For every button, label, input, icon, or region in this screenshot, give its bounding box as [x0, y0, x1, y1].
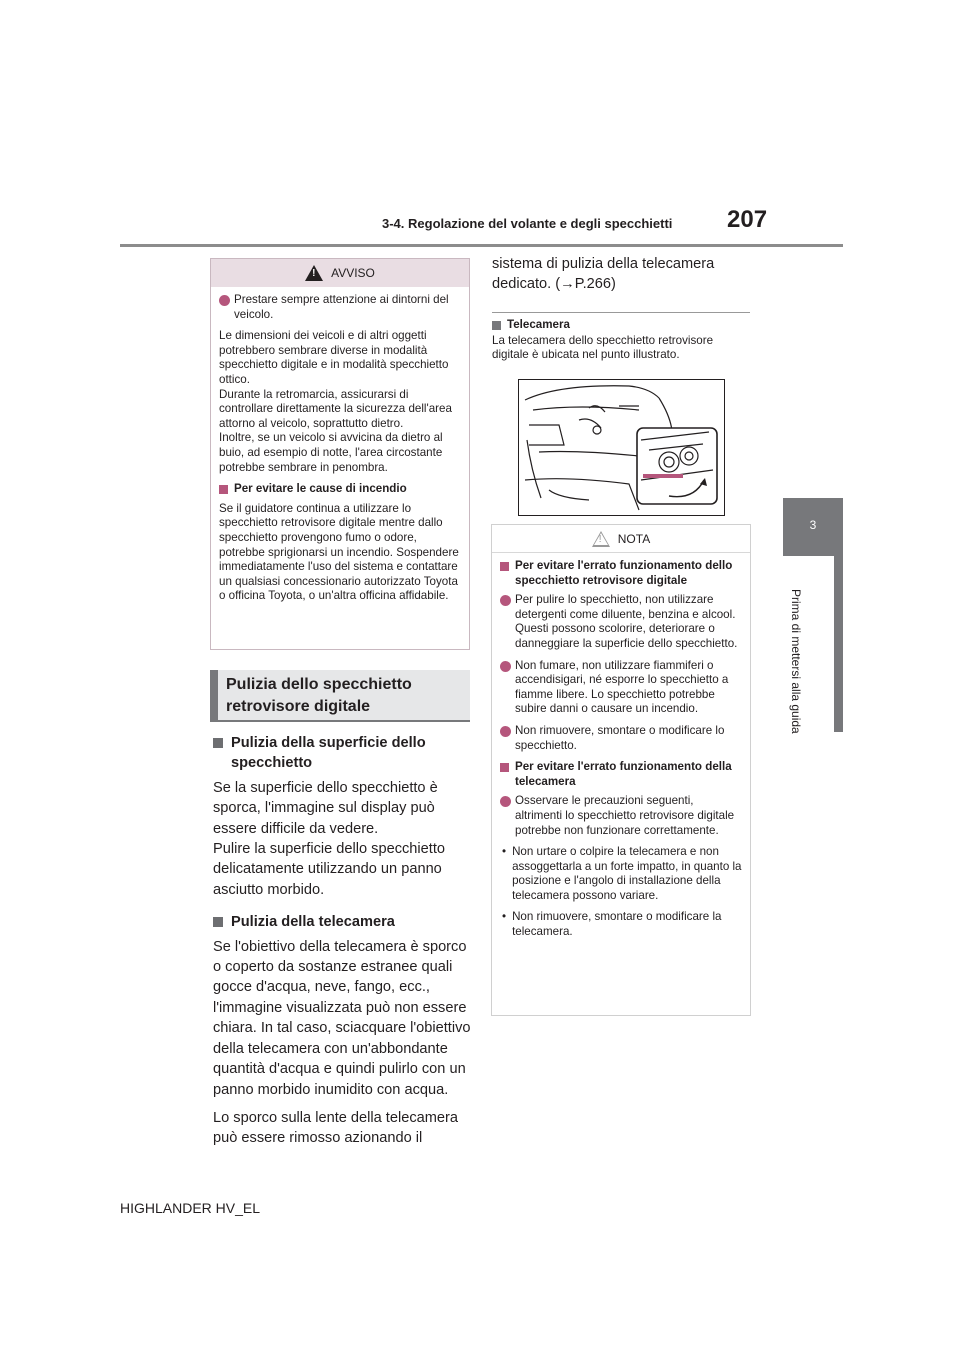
- section-heading: Pulizia dello specchietto retrovisore digitale: [210, 670, 470, 722]
- model-footer: HIGHLANDER HV_EL: [120, 1200, 261, 1216]
- note-sub-bullet: Non urtare o colpire la telecamera e non assoggettarla a un forte impatto, in quanto la posizione e l'angolo di installazione della telecamera possono variare.: [512, 845, 742, 902]
- camera-block: [492, 318, 752, 362]
- header-rule: [120, 244, 843, 247]
- body-text: Lo sporco sulla lente della telecamera può essere rimosso azionando il: [213, 1109, 458, 1147]
- square-bullet-icon: [213, 917, 223, 927]
- bullet-dot-icon: [500, 595, 511, 606]
- bullet-dot-icon: [500, 726, 511, 737]
- body-text: Pulire la superficie dello specchietto delicatamente utilizzando un panno asciutto morbido.: [213, 841, 446, 898]
- continued-text: sistema di pulizia della telecamera dedicato. (→P.266): [492, 256, 715, 293]
- note-title: NOTA: [617, 531, 651, 546]
- note-box: [491, 524, 751, 1016]
- bullet-dot-icon: [219, 295, 230, 306]
- camera-location-illustration: [518, 379, 725, 516]
- small-bullet-icon: •: [502, 910, 507, 924]
- warning-icon: !: [305, 265, 323, 281]
- chapter-tab-bar: [834, 556, 843, 732]
- bullet-dot-icon: [500, 796, 511, 807]
- warning-text: Se il guidatore continua a utilizzare lo specchietto retrovisore digitale mentre dallo specchietto provengono fumo o odore, potrebbe sprigionarsi un incendio. Sospendere immediatamente l'uso del sistema e contattare un qualsiasi concessionario autorizzato Toyota o officina Toyota, o un'altra officina affidabile.: [219, 501, 459, 603]
- note-sub-bullet: Non rimuovere, smontare o modificare la telecamera.: [512, 910, 722, 939]
- note-subheading: Per evitare l'errato funzionamento dello specchietto retrovisore digitale: [515, 559, 733, 587]
- warning-box-header: [211, 259, 469, 287]
- warning-text: Le dimensioni dei veicoli e di altri oggetti potrebbero sembrare diverse in modalità specchietto digitale e in modalità specchietto ottico.: [219, 329, 449, 386]
- square-bullet-icon: [213, 738, 223, 748]
- camera-heading: Telecamera: [507, 318, 570, 331]
- warning-title: AVVISO: [331, 266, 375, 280]
- subsection-title: Pulizia della telecamera: [231, 914, 395, 931]
- square-bullet-icon: [500, 562, 509, 571]
- warning-subheading: Per evitare le cause di incendio: [234, 482, 407, 496]
- page-number: 207: [727, 206, 768, 233]
- note-box-header: [492, 525, 750, 553]
- note-bullet: Per pulire lo specchietto, non utilizzare detergenti come diluente, benzina e alcool. Questi possono scolorire, deteriorare o danneggiare la superficie dello specchietto.: [515, 593, 738, 650]
- note-subheading: Per evitare l'errato funzionamento della telecamera: [515, 760, 732, 788]
- square-bullet-icon: [500, 763, 509, 772]
- left-column: [213, 733, 473, 1157]
- body-text: Se la superficie dello specchietto è sporca, l'immagine sul display può essere difficile da vedere.: [213, 779, 438, 837]
- chapter-number: 3: [809, 518, 817, 532]
- small-bullet-icon: •: [502, 845, 507, 859]
- divider: [492, 312, 750, 313]
- square-bullet-icon: [219, 485, 228, 494]
- warning-text: Durante la retromarcia, assicurarsi di controllare direttamente la sicurezza dell'area attorno al veicolo, soprattutto dietro.: [219, 387, 452, 430]
- note-bullet: Non rimuovere, smontare o modificare lo specchietto.: [515, 723, 725, 752]
- body-text: Se l'obiettivo della telecamera è sporco o coperto da sostanze estranee quali gocce d'acqua, neve, fango, ecc., l'immagine visualizzata può non essere chiara. In tal caso, sciacquare l'obiettivo della telecamera con un'abbondante quantità d'acqua e quindi pulirlo con un panno morbido inumidito con acqua.: [213, 938, 471, 1098]
- chapter-label: Prima di mettersi alla guida: [789, 589, 803, 734]
- bullet-dot-icon: [500, 661, 511, 672]
- warning-box: [210, 258, 470, 650]
- subsection-title: Pulizia della superficie dello specchietto: [231, 735, 426, 772]
- chapter-tab: [783, 498, 843, 556]
- square-bullet-icon: [492, 321, 501, 330]
- warning-text: Inoltre, se un veicolo si avvicina da dietro al buio, ad esempio di notte, l'area circostante potrebbe sembrare in penombra.: [219, 431, 443, 474]
- camera-text: La telecamera dello specchietto retrovisore digitale è ubicata nel punto illustrato.: [492, 334, 714, 361]
- note-bullet: Non fumare, non utilizzare fiammiferi o accendisigari, né esporre lo specchietto a fiamme libere. Lo specchietto potrebbe subire danni o causare un incendio.: [515, 658, 729, 716]
- warning-bullet: Prestare sempre attenzione ai dintorni del veicolo.: [234, 293, 449, 321]
- note-bullet: Osservare le precauzioni seguenti, altrimenti lo specchietto retrovisore digitale potrebbe non funzionare correttamente.: [515, 794, 735, 837]
- vehicle-rear-camera-icon: [519, 380, 724, 515]
- caution-icon: !: [592, 531, 610, 547]
- section-title: 3-4. Regolazione del volante e degli specchietti: [382, 216, 673, 231]
